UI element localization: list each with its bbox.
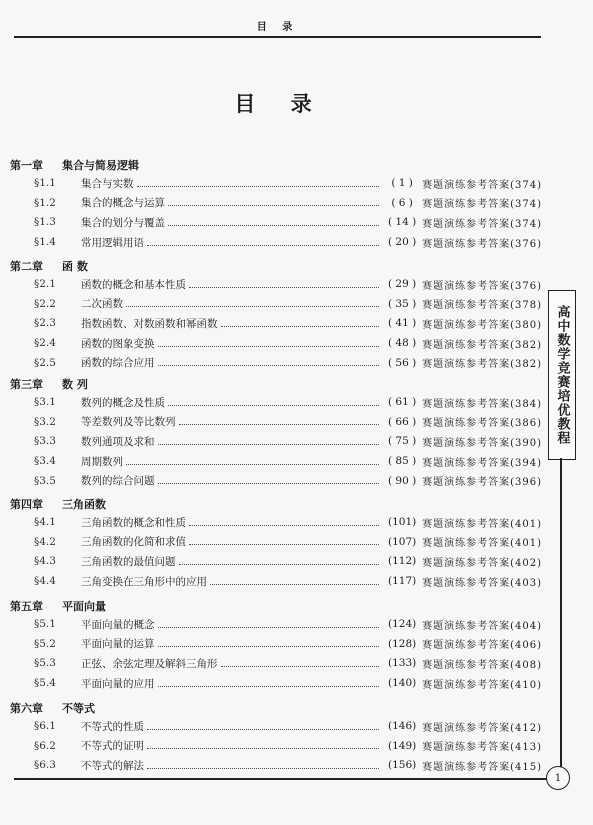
chapter-title: 函 数 (62, 260, 88, 273)
answer-reference: 赛题演练参考答案(376) (422, 238, 542, 250)
section-title: 集合的划分与覆盖 (81, 216, 165, 229)
section-title: 平面向量的应用 (81, 677, 155, 690)
chapter-number: 第二章 (10, 260, 43, 273)
leader-dots (210, 584, 379, 585)
section-title: 三角函数的最值问题 (81, 555, 176, 568)
answer-reference: 赛题演练参考答案(382) (422, 339, 542, 351)
answer-reference: 赛题演练参考答案(394) (422, 457, 542, 469)
page-reference: ( 90 ) (387, 474, 417, 487)
page-reference: (117) (387, 575, 417, 588)
section-title: 三角变换在三角形中的应用 (81, 575, 207, 588)
chapter-title: 平面向量 (62, 600, 106, 613)
leader-dots (221, 326, 380, 327)
section-title: 平面向量的概念 (81, 618, 155, 631)
chapter-title: 不等式 (62, 702, 95, 715)
leader-dots (158, 686, 380, 687)
section-title: 函数的图象变换 (81, 337, 155, 350)
answer-reference: 赛题演练参考答案(401) (422, 518, 542, 530)
toc-entry (34, 718, 542, 734)
answer-reference: 赛题演练参考答案(386) (422, 418, 542, 430)
toc-entry (34, 276, 542, 292)
toc-entry (34, 433, 542, 449)
answer-reference: 赛题演练参考答案(376) (422, 280, 542, 292)
answer-reference: 赛题演练参考答案(390) (422, 437, 542, 449)
chapter-heading (10, 376, 88, 392)
section-number: §3.1 (34, 396, 56, 408)
answer-reference: 赛题演练参考答案(384) (422, 398, 542, 410)
leader-dots (126, 306, 379, 307)
toc-entry (34, 573, 542, 589)
page-reference: ( 48 ) (387, 337, 417, 350)
chapter-title: 数 列 (62, 378, 88, 391)
leader-dots (179, 564, 380, 565)
section-number: §5.3 (34, 657, 56, 670)
chapter-heading (10, 700, 95, 716)
page-reference: (128) (387, 637, 417, 650)
answer-reference: 赛题演练参考答案(374) (422, 199, 542, 211)
answer-reference: 赛题演练参考答案(401) (422, 538, 542, 550)
leader-dots (158, 646, 380, 647)
toc-entry (34, 453, 542, 469)
section-number: §1.4 (34, 236, 56, 249)
toc-entry (34, 214, 542, 230)
toc-entry (34, 655, 542, 671)
section-title: 二次函数 (81, 298, 123, 311)
toc-entry (34, 315, 542, 331)
answer-reference: 赛题演练参考答案(415) (422, 761, 542, 773)
section-title: 周期数列 (81, 455, 123, 468)
toc-entry (34, 553, 542, 569)
chapter-number: 第一章 (10, 159, 43, 172)
leader-dots (189, 287, 379, 288)
chapter-number: 第六章 (10, 702, 43, 715)
section-number: §2.2 (34, 297, 56, 310)
page-reference: (146) (387, 720, 417, 732)
page-reference: (140) (387, 677, 417, 690)
leader-dots (179, 424, 380, 425)
leader-dots (158, 627, 380, 628)
toc-entry (34, 335, 542, 351)
section-title: 常用逻辑用语 (81, 236, 144, 249)
toc-entry (34, 414, 542, 430)
side-tab-label: 高中数学竞赛培优教程 (554, 305, 570, 445)
toc-entry (34, 757, 542, 773)
toc-entry (34, 534, 542, 550)
page-reference: ( 85 ) (387, 455, 417, 468)
leader-dots (189, 525, 379, 526)
toc-entry (34, 636, 542, 652)
answer-reference: 赛题演练参考答案(396) (422, 477, 542, 489)
section-number: §4.4 (34, 575, 56, 588)
section-title: 函数的概念和基本性质 (81, 278, 186, 291)
leader-dots (147, 768, 379, 769)
toc-entry (34, 514, 542, 530)
section-title: 集合与实数 (81, 177, 134, 190)
page-reference: (149) (387, 739, 417, 752)
answer-reference: 赛题演练参考答案(380) (422, 319, 542, 331)
toc-entry (34, 738, 542, 754)
page-reference: ( 20 ) (387, 236, 417, 249)
leader-dots (158, 483, 380, 484)
page-reference: ( 75 ) (387, 435, 417, 448)
bottom-rule (14, 778, 554, 780)
running-header-text: 目 录 (256, 22, 299, 33)
chapter-heading (10, 258, 88, 274)
section-number: §1.3 (34, 216, 56, 229)
section-number: §3.3 (34, 435, 56, 448)
running-header (14, 10, 541, 38)
section-number: §2.5 (34, 356, 56, 369)
page-reference: ( 66 ) (387, 415, 417, 428)
leader-dots (147, 748, 379, 749)
section-title: 数列通项及求和 (81, 435, 155, 448)
page-reference: (124) (387, 618, 417, 630)
chapter-heading (10, 598, 106, 614)
page-reference: ( 56 ) (387, 356, 417, 369)
answer-reference: 赛题演练参考答案(402) (422, 557, 542, 569)
section-number: §2.1 (34, 278, 56, 290)
section-number: §1.1 (34, 177, 56, 189)
answer-reference: 赛题演练参考答案(408) (422, 659, 542, 671)
answer-reference: 赛题演练参考答案(413) (422, 742, 542, 754)
chapter-number: 第三章 (10, 378, 43, 391)
chapter-heading (10, 496, 106, 512)
answer-reference: 赛题演练参考答案(378) (422, 300, 542, 312)
section-number: §6.1 (34, 720, 56, 732)
section-number: §5.2 (34, 637, 56, 650)
section-title: 不等式的性质 (81, 720, 144, 733)
leader-dots (158, 444, 380, 445)
page-reference: ( 6 ) (391, 196, 413, 209)
leader-dots (168, 225, 379, 226)
section-title: 集合的概念与运算 (81, 197, 165, 210)
section-title: 三角函数的概念和性质 (81, 516, 186, 529)
section-title: 数列的综合问题 (81, 475, 155, 488)
page-reference: (101) (387, 516, 417, 528)
page-title: 目 录 (234, 91, 326, 116)
chapter-title: 集合与简易逻辑 (62, 159, 139, 172)
section-number: §1.2 (34, 196, 56, 209)
leader-dots (189, 544, 379, 545)
page-reference: (112) (387, 555, 417, 568)
section-title: 不等式的证明 (81, 740, 144, 753)
section-title: 不等式的解法 (81, 759, 144, 772)
page-reference: ( 35 ) (387, 297, 417, 310)
toc-entry (34, 394, 542, 410)
leader-dots (221, 666, 380, 667)
leader-dots (147, 729, 379, 730)
section-number: §4.2 (34, 535, 56, 548)
chapter-heading (10, 157, 139, 173)
toc-entry (34, 234, 542, 250)
chapter-number: 第四章 (10, 498, 43, 511)
answer-reference: 赛题演练参考答案(403) (422, 577, 542, 589)
leader-dots (137, 186, 380, 187)
toc-entry (34, 175, 542, 191)
leader-dots (168, 405, 379, 406)
page-reference: ( 14 ) (387, 216, 417, 229)
side-tab (548, 290, 576, 460)
leader-dots (168, 205, 379, 206)
section-number: §2.4 (34, 337, 56, 350)
section-title: 正弦、余弦定理及解斜三角形 (81, 657, 218, 670)
toc-entry (34, 675, 542, 691)
section-number: §6.3 (34, 759, 56, 772)
section-number: §3.5 (34, 474, 56, 487)
toc-entry (34, 616, 542, 632)
page-reference: (156) (387, 759, 417, 772)
leader-dots (126, 464, 379, 465)
answer-reference: 赛题演练参考答案(404) (422, 620, 542, 632)
answer-reference: 赛题演练参考答案(374) (422, 179, 542, 191)
page-reference: (133) (387, 657, 417, 670)
page-reference: ( 1 ) (391, 177, 413, 189)
page-reference: ( 41 ) (387, 317, 417, 330)
answer-reference: 赛题演练参考答案(374) (422, 218, 542, 230)
section-title: 等差数列及等比数列 (81, 416, 176, 429)
toc-entry (34, 296, 542, 312)
section-number: §5.4 (34, 677, 56, 690)
section-number: §2.3 (34, 317, 56, 330)
section-title: 平面向量的运算 (81, 638, 155, 651)
section-number: §5.1 (34, 618, 56, 630)
page-reference: (107) (387, 535, 417, 548)
section-number: §3.2 (34, 415, 56, 428)
page-reference: ( 29 ) (387, 278, 417, 290)
section-title: 三角函数的化简和求值 (81, 536, 186, 549)
leader-dots (147, 245, 379, 246)
toc-entry (34, 355, 542, 371)
section-title: 指数函数、对数函数和幂函数 (81, 317, 218, 330)
section-number: §6.2 (34, 739, 56, 752)
section-number: §4.1 (34, 516, 56, 528)
section-title: 数列的概念及性质 (81, 396, 165, 409)
page-number: 1 (546, 766, 570, 790)
answer-reference: 赛题演练参考答案(382) (422, 359, 542, 371)
side-rule (560, 458, 562, 774)
chapter-number: 第五章 (10, 600, 43, 613)
chapter-title: 三角函数 (62, 498, 106, 511)
answer-reference: 赛题演练参考答案(406) (422, 640, 542, 652)
page-reference: ( 61 ) (387, 396, 417, 408)
section-number: §3.4 (34, 455, 56, 468)
leader-dots (158, 365, 380, 366)
answer-reference: 赛题演练参考答案(410) (422, 679, 542, 691)
toc-entry (34, 195, 542, 211)
section-title: 函数的综合应用 (81, 357, 155, 370)
answer-reference: 赛题演练参考答案(412) (422, 722, 542, 734)
leader-dots (158, 346, 380, 347)
section-number: §4.3 (34, 555, 56, 568)
toc-entry (34, 473, 542, 489)
